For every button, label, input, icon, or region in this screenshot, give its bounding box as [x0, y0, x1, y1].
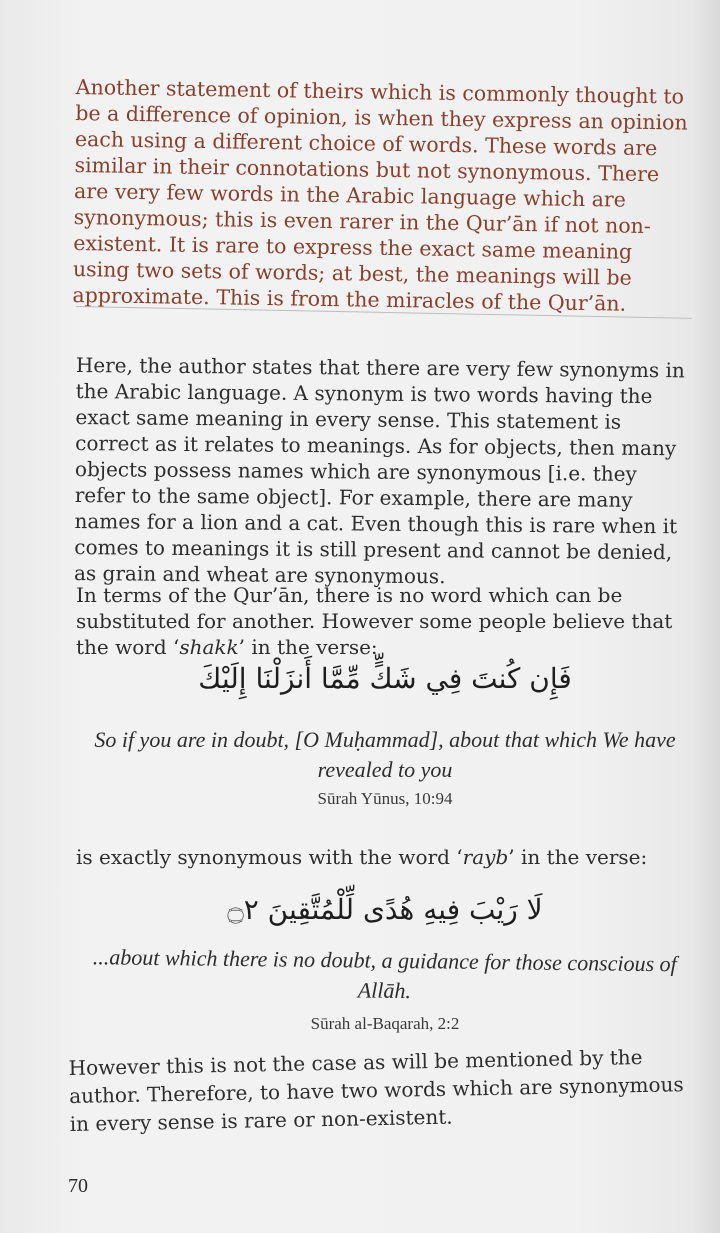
commentary-paragraph-3 [76, 844, 694, 870]
paragraph-2-lead: In terms of the Qur’ān, there is no word which can be substituted for another. However some people believe that the word ‘ [76, 583, 673, 659]
commentary-paragraph-4: However this is not the case as will be mentioned by the author. Therefore, to have two words which are synonymous in every sense is rare or non-existent. [68, 1044, 684, 1137]
paragraph-2-tail: ’ in the verse: [238, 635, 378, 659]
commentary-paragraph-1: Here, the author states that there are very few synonyms in the Arabic language. A synonym is two words having the exact same meaning in every sense. This statement is correct as it relates to meanings. As for objects, then many objects possess names which are synonymous [i.e. they refer to the same object]. For example, there are many names for a lion and a cat. Even though this is rare when it comes to meanings it is still present and cannot be denied, as grain and wheat are synonymous. [73, 352, 685, 589]
verse-2-arabic: لَا رَيْبَ فِيهِ هُدًى لِّلْمُتَّقِينَ ۝٢ [227, 893, 543, 926]
verse-1-reference: Sūrah Yūnus, 10:94 [317, 789, 453, 808]
paragraph-3-lead: is exactly synonymous with the word ‘ [76, 845, 463, 869]
page-edge-shadow [692, 0, 720, 1233]
term-shakk: shakk [179, 635, 239, 659]
commentary-paragraph-2 [76, 582, 694, 660]
author-quote: Another statement of theirs which is commonly thought to be a difference of opinion, is when they express an opinion each using a different choice of words. These words are similar in their connotations but not synonymous. There are very few words in the Arabic language which are synonymous; this is even rarer in the Qur’ān if not non-existent. It is rare to express the exact same meaning using two sets of words; at best, the meanings will be approximate. This is from the miracles of the Qur’ān. [72, 74, 688, 316]
verse-1-arabic: فَإِن كُنتَ فِي شَكٍّ مِّمَّا أَنزَلْنَا إِلَيْكَ [198, 662, 572, 695]
verse-2-reference: Sūrah al-Baqarah, 2:2 [310, 1014, 460, 1033]
page-number: 70 [68, 1175, 88, 1197]
paragraph-3-tail: ’ in the verse: [508, 845, 648, 869]
term-rayb: rayb [462, 845, 509, 869]
verse-1-translation: So if you are in doubt, [O Muḥammad], about that which We have revealed to you [94, 727, 676, 782]
verse-2-translation: ...about which there is no doubt, a guidance for those conscious of Allāh. [92, 944, 677, 1004]
